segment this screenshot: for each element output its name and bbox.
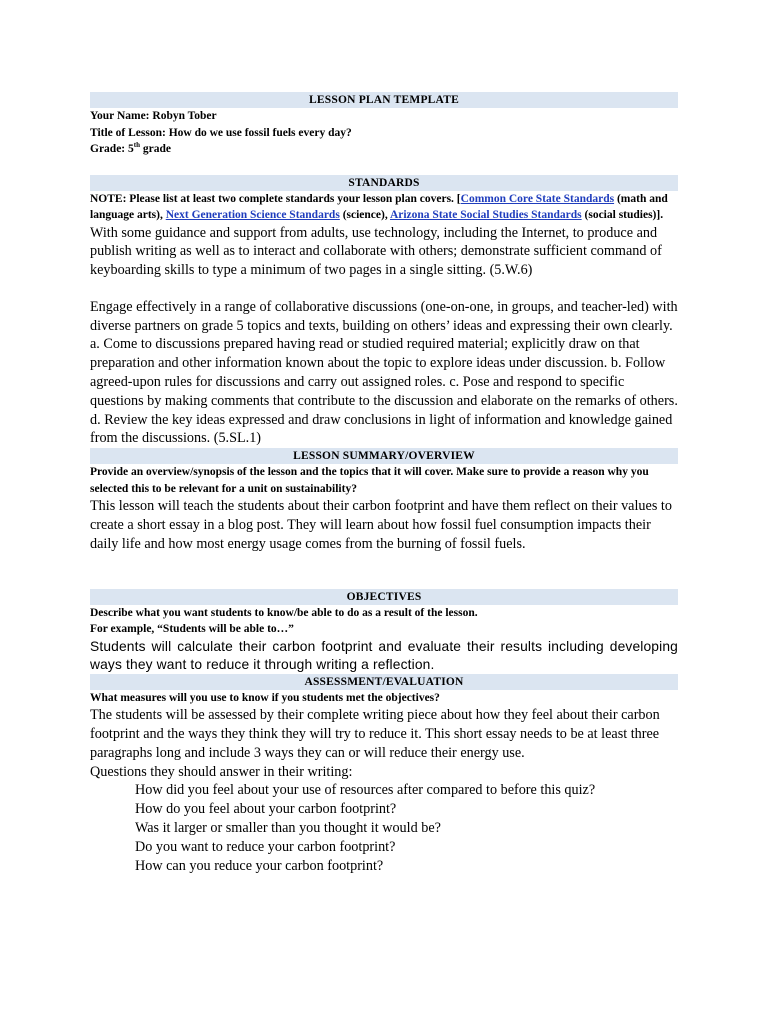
grade-sup: th [133, 141, 140, 150]
ngss-link[interactable]: Next Generation Science Standards [165, 209, 340, 221]
lesson-plan-page [90, 92, 678, 875]
lesson-title: Title of Lesson: How do we use fossil fuels every day? [90, 126, 352, 139]
lesson-plan-title: LESSON PLAN TEMPLATE [90, 92, 678, 108]
assessment-text: The students will be assessed by their complete writing piece about how they feel about their carbon footprint and the ways they think they will try to reduce it. This short essay needs to be at least three paragraphs long and include 3 ways they can or will reduce their energy use. [90, 707, 660, 761]
question-item: How did you feel about your use of resources after compared to before this quiz? [135, 782, 596, 799]
note-end: (social studies)]. [581, 209, 664, 221]
objectives-text: Students will calculate their carbon footprint and evaluate their results including developing ways they want to reduce it through writing a reflection. [90, 638, 678, 672]
assessment-heading: ASSESSMENT/EVALUATION [90, 674, 678, 690]
assessment-prompt: What measures will you use to know if you students met the objectives? [90, 691, 440, 704]
your-name: Your Name: Robyn Tober [90, 110, 217, 122]
summary-heading: LESSON SUMMARY/OVERVIEW [90, 448, 678, 464]
note-mid-1: (math and language arts), [90, 192, 668, 221]
standard-text-2: Engage effectively in a range of collaborative discussions (one-on-one, in groups, and teacher-led) with diverse partners on grade 5 topics and texts, building on others’ ideas and expressing their own clearly. a. Come to discussions prepared having read or studied required material; explicitly draw on that preparation and other information known about the topic to explore ideas under discussion. b. Follow agreed-upon rules for discussions and carry out assigned roles. c. Pose and respond to specific questions by making comments that contribute to the discussion and elaborate on the remarks of others. d. Review the key ideas expressed and draw conclusions in light of information and knowledge gained from the discussions. (5.SL.1) [90, 298, 678, 447]
question-item: Do you want to reduce your carbon footprint? [135, 838, 396, 855]
standards-note [90, 191, 678, 224]
question-item: Was it larger or smaller than you thought it would be? [135, 819, 441, 836]
grade-suffix: grade [140, 143, 171, 155]
objectives-prompt-1: Describe what you want students to know/be able to do as a result of the lesson. [90, 606, 478, 619]
common-core-link[interactable]: Common Core State Standards [460, 192, 615, 205]
grade-prefix: Grade: 5 [90, 143, 134, 155]
standard-text-1: With some guidance and support from adults, use technology, including the Internet, to produce and publish writing as well as to interact and collaborate with others; demonstrate sufficient command of keyboarding skills to type a minimum of two pages in a single sitting. (5.W.6) [90, 224, 662, 279]
question-item: How do you feel about your carbon footprint? [135, 801, 397, 818]
arizona-standards-link[interactable]: Arizona State Social Studies Standards [389, 209, 582, 221]
questions-intro: Questions they should answer in their writing: [90, 763, 353, 780]
objectives-prompt-2: For example, “Students will be able to…” [90, 623, 294, 636]
question-item: How can you reduce your carbon footprint? [135, 857, 384, 874]
note-prefix: NOTE: Please list at least two complete standards your lesson plan covers. [ [90, 192, 461, 205]
note-mid-2: (science), [339, 209, 390, 221]
standards-heading: STANDARDS [90, 175, 678, 191]
summary-text: This lesson will teach the students about their carbon footprint and have them reflect on their values to create a short essay in a blog post. They will learn about how fossil fuel consumption impacts their daily life and how most energy usage comes from the burning of fossil fuels. [90, 498, 672, 552]
summary-prompt: Provide an overview/synopsis of the lesson and the topics that it will cover. Make sure to provide a reason why you selected this to be relevant for a unit on sustainability? [90, 466, 649, 495]
grade [90, 141, 678, 158]
objectives-heading: OBJECTIVES [90, 589, 678, 605]
